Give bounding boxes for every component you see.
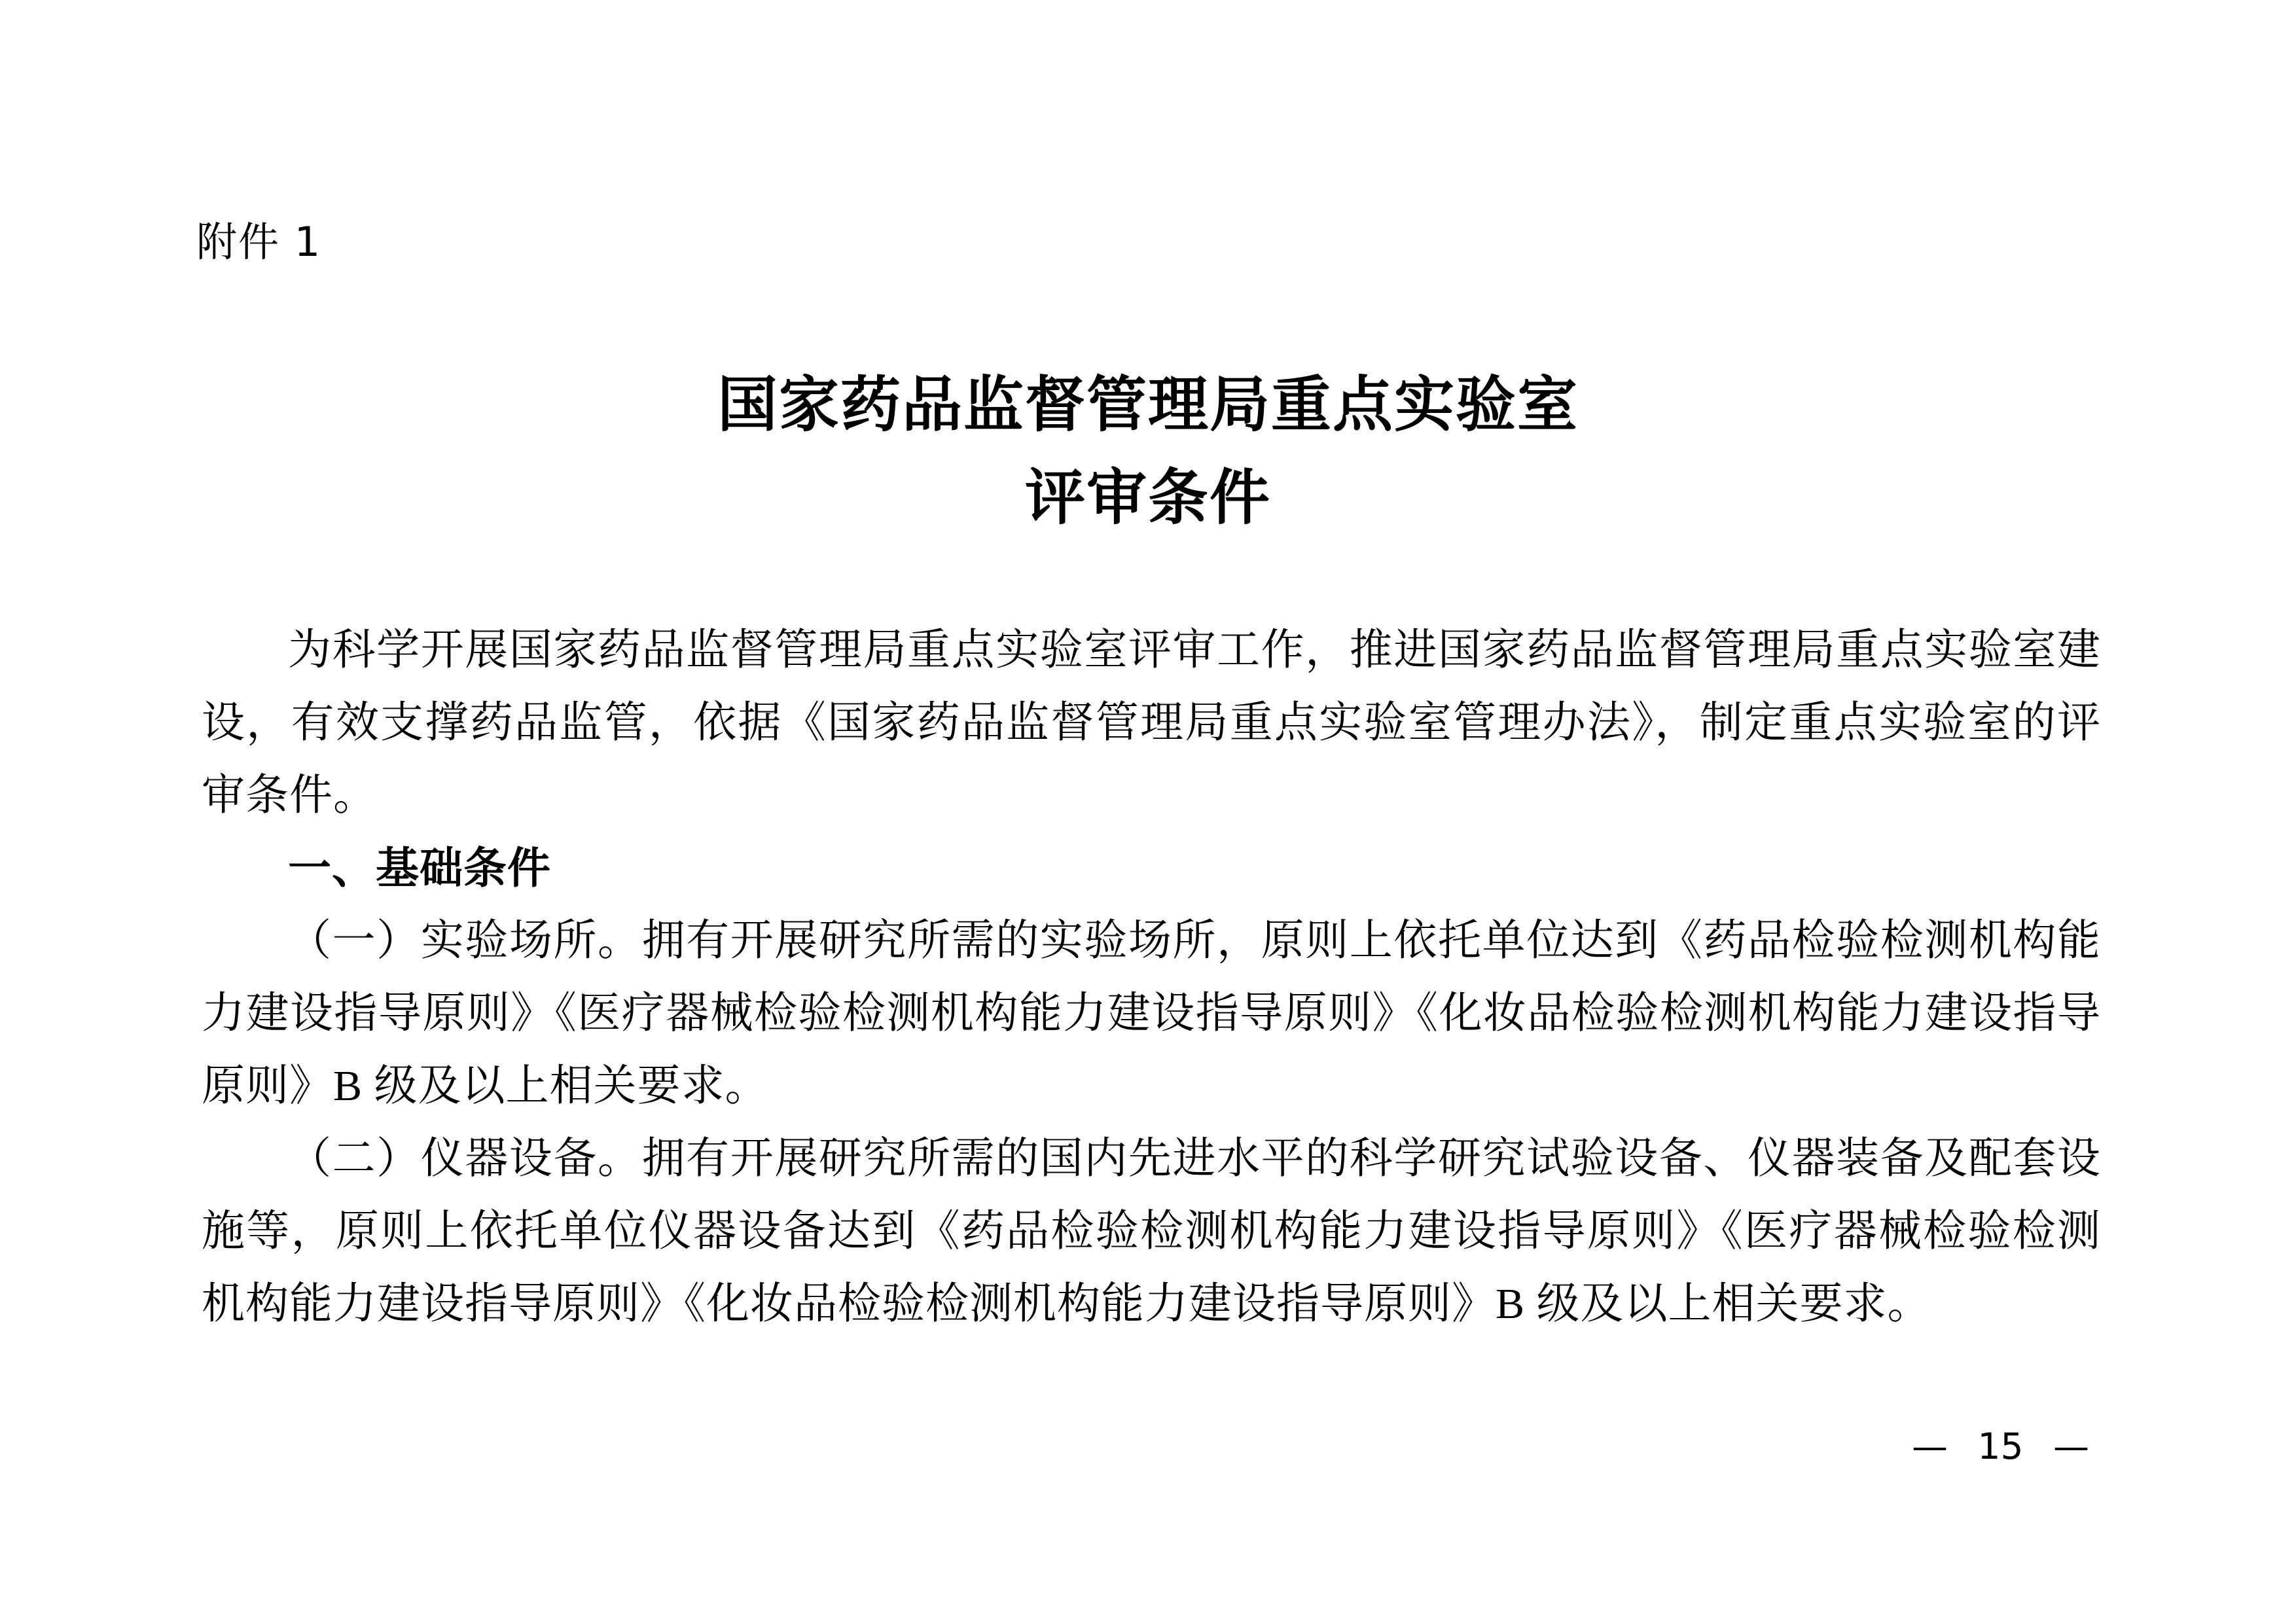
item-paragraph-1 — [202, 904, 2101, 1122]
document-body — [202, 614, 2101, 1340]
item-1-text: 拥有开展研究所需的实验场所，原则上依托单位达到《药品检验检测机构能力建设指导原则》《医疗器械检验检测机构能力建设指导原则》《化妆品检验检测机构能力建设指导原则》B 级及以上相关要求。 — [202, 917, 2102, 1110]
page-number: — 15 — — [1912, 1425, 2089, 1467]
document-title — [0, 359, 2296, 544]
section-heading: 一、基础条件 — [288, 843, 551, 893]
item-1-lead: （一）实验场所。 — [288, 917, 642, 965]
title-line-2: 评审条件 — [1024, 463, 1271, 533]
item-2-text: 拥有开展研究所需的国内先进水平的科学研究试验设备、仪器装备及配套设施等，原则上依托单位仪器设备达到《药品检验检测机构能力建设指导原则》《医疗器械检验检测机构能力建设指导原则》《化妆品检验检测机构能力建设指导原则》B 级及以上相关要求。 — [202, 1135, 2102, 1328]
title-line-1: 国家药品监督管理局重点实验室 — [717, 370, 1579, 440]
intro-paragraph: 为科学开展国家药品监督管理局重点实验室评审工作，推进国家药品监督管理局重点实验室建设，有效支撑药品监管，依据《国家药品监督管理局重点实验室管理办法》，制定重点实验室的评审条件。 — [202, 626, 2101, 819]
attachment-label: 附件 1 — [196, 218, 322, 266]
item-paragraph-2 — [202, 1122, 2101, 1340]
item-2-lead: （二）仪器设备。 — [288, 1135, 642, 1183]
